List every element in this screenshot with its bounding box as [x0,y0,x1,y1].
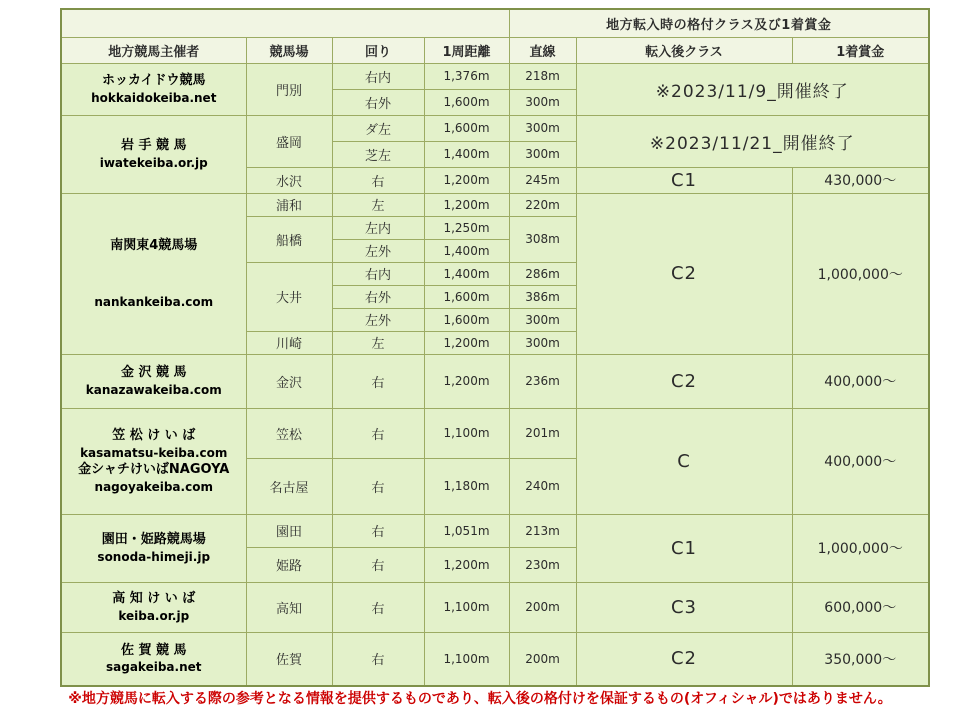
lap-cell: 1,051m [424,514,509,547]
track-cell: 名古屋 [246,458,332,514]
lap-cell: 1,100m [424,582,509,632]
turn-cell: ダ左 [332,115,424,141]
turn-cell: 右 [332,514,424,547]
organizer-url: keiba.or.jp [118,608,190,623]
col-header-class-after-transfer: 転入後クラス [576,37,792,63]
organizer-cell [61,354,246,408]
straight-cell: 218m [509,63,576,89]
organizer-name: 金シャチけいばNAGOYA [78,462,230,477]
prize-cell: 350,000～ [792,632,929,686]
turn-cell: 右 [332,582,424,632]
track-cell: 盛岡 [246,115,332,167]
col-header-racecourse: 競馬場 [246,37,332,63]
track-cell: 浦和 [246,193,332,216]
turn-cell: 左 [332,193,424,216]
turn-cell: 右 [332,632,424,686]
straight-cell: 236m [509,354,576,408]
straight-cell: 300m [509,331,576,354]
table-row [61,9,929,37]
organizer-cell [61,115,246,193]
lap-cell: 1,600m [424,89,509,115]
turn-cell: 右 [332,547,424,582]
turn-cell: 右 [332,167,424,193]
straight-cell: 240m [509,458,576,514]
organizer-url: kasamatsu-keiba.com [80,445,228,460]
prize-cell: 1,000,000～ [792,193,929,354]
organizer-url: kanazawakeiba.com [85,382,222,397]
straight-cell: 286m [509,262,576,285]
lap-cell: 1,200m [424,193,509,216]
prize-cell: 600,000～ [792,582,929,632]
col-header-turn: 回り [332,37,424,63]
track-cell: 門別 [246,63,332,115]
organizer-cell [61,408,246,514]
organizer-name: 南関東4競馬場 [110,237,198,253]
prize-cell: 1,000,000～ [792,514,929,582]
straight-cell: 213m [509,514,576,547]
track-cell: 川崎 [246,331,332,354]
lap-cell: 1,600m [424,285,509,308]
closed-note-cell: ※2023/11/21_開催終了 [576,115,929,167]
track-cell: 姫路 [246,547,332,582]
straight-cell: 200m [509,632,576,686]
lap-cell: 1,376m [424,63,509,89]
track-cell: 水沢 [246,167,332,193]
lap-cell: 1,200m [424,547,509,582]
table-row [61,408,929,458]
organizer-url: sonoda-himeji.jp [97,549,211,564]
straight-cell: 245m [509,167,576,193]
lap-cell: 1,180m [424,458,509,514]
col-header-organizer: 地方競馬主催者 [61,37,246,63]
track-cell: 佐賀 [246,632,332,686]
lap-cell: 1,100m [424,408,509,458]
straight-cell: 201m [509,408,576,458]
straight-cell: 308m [509,216,576,262]
straight-cell: 386m [509,285,576,308]
straight-cell: 300m [509,115,576,141]
straight-cell: 220m [509,193,576,216]
turn-cell: 右 [332,408,424,458]
organizer-url: nankankeiba.com [94,295,214,310]
table-row [61,37,929,63]
col-header-straight: 直線 [509,37,576,63]
lap-cell: 1,400m [424,239,509,262]
track-cell: 笠松 [246,408,332,458]
table-row [61,63,929,89]
track-cell: 船橋 [246,216,332,262]
table-row [61,115,929,141]
organizer-url: hokkaidokeiba.net [91,90,217,105]
class-cell: C2 [576,354,792,408]
straight-cell: 200m [509,582,576,632]
organizer-name: 笠 松 け い ば [112,428,196,444]
turn-cell: 右外 [332,89,424,115]
top-merged-header: 地方転入時の格付クラス及び1着賞金 [509,9,929,37]
organizer-cell [61,193,246,354]
closed-note-cell: ※2023/11/9_開催終了 [576,63,929,115]
organizer-name: 金 沢 競 馬 [120,365,187,381]
organizer-url: nagoyakeiba.com [94,479,213,494]
organizer-name: 岩 手 競 馬 [120,138,187,154]
straight-cell: 300m [509,141,576,167]
turn-cell: 右内 [332,262,424,285]
organizer-name: 高 知 け い ば [112,591,196,607]
col-header-first-prize: 1着賞金 [792,37,929,63]
table-row [61,582,929,632]
organizer-url: sagakeiba.net [105,660,202,675]
prize-cell: 400,000～ [792,408,929,514]
turn-cell: 右外 [332,285,424,308]
turn-cell: 左外 [332,239,424,262]
lap-cell: 1,200m [424,167,509,193]
table-row [61,632,929,686]
table-row [61,514,929,547]
lap-cell: 1,400m [424,262,509,285]
lap-cell: 1,600m [424,115,509,141]
organizer-name: ホッカイドウ競馬 [101,73,206,89]
turn-cell: 芝左 [332,141,424,167]
track-cell: 金沢 [246,354,332,408]
class-cell: C1 [576,167,792,193]
class-cell: C2 [576,632,792,686]
organizer-name: 佐 賀 競 馬 [120,642,187,658]
organizer-cell [61,632,246,686]
organizer-cell [61,514,246,582]
lap-cell: 1,400m [424,141,509,167]
turn-cell: 右内 [332,63,424,89]
lap-cell: 1,250m [424,216,509,239]
class-cell: C [576,408,792,514]
lap-cell: 1,200m [424,354,509,408]
local-racing-transfer-table [60,8,930,687]
class-cell: C1 [576,514,792,582]
prize-cell: 430,000～ [792,167,929,193]
prize-cell: 400,000～ [792,354,929,408]
turn-cell: 左 [332,331,424,354]
lap-cell: 1,600m [424,308,509,331]
straight-cell: 230m [509,547,576,582]
track-cell: 園田 [246,514,332,547]
table-row [61,354,929,408]
organizer-cell [61,63,246,115]
class-cell: C2 [576,193,792,354]
disclaimer-note: ※地方競馬に転入する際の参考となる情報を提供するものであり、転入後の格付けを保証するもの(オフィシャル)ではありません。 [68,691,892,707]
track-cell: 大井 [246,262,332,331]
lap-cell: 1,200m [424,331,509,354]
organizer-cell [61,582,246,632]
straight-cell: 300m [509,89,576,115]
class-cell: C3 [576,582,792,632]
col-header-lap-distance: 1周距離 [424,37,509,63]
turn-cell: 右 [332,354,424,408]
track-cell: 高知 [246,582,332,632]
straight-cell: 300m [509,308,576,331]
lap-cell: 1,100m [424,632,509,686]
table-row [61,193,929,216]
turn-cell: 左内 [332,216,424,239]
turn-cell: 右 [332,458,424,514]
organizer-name: 園田・姫路競馬場 [101,532,206,548]
top-left-blank-cell [61,9,509,37]
organizer-url: iwatekeiba.or.jp [99,155,208,170]
turn-cell: 左外 [332,308,424,331]
